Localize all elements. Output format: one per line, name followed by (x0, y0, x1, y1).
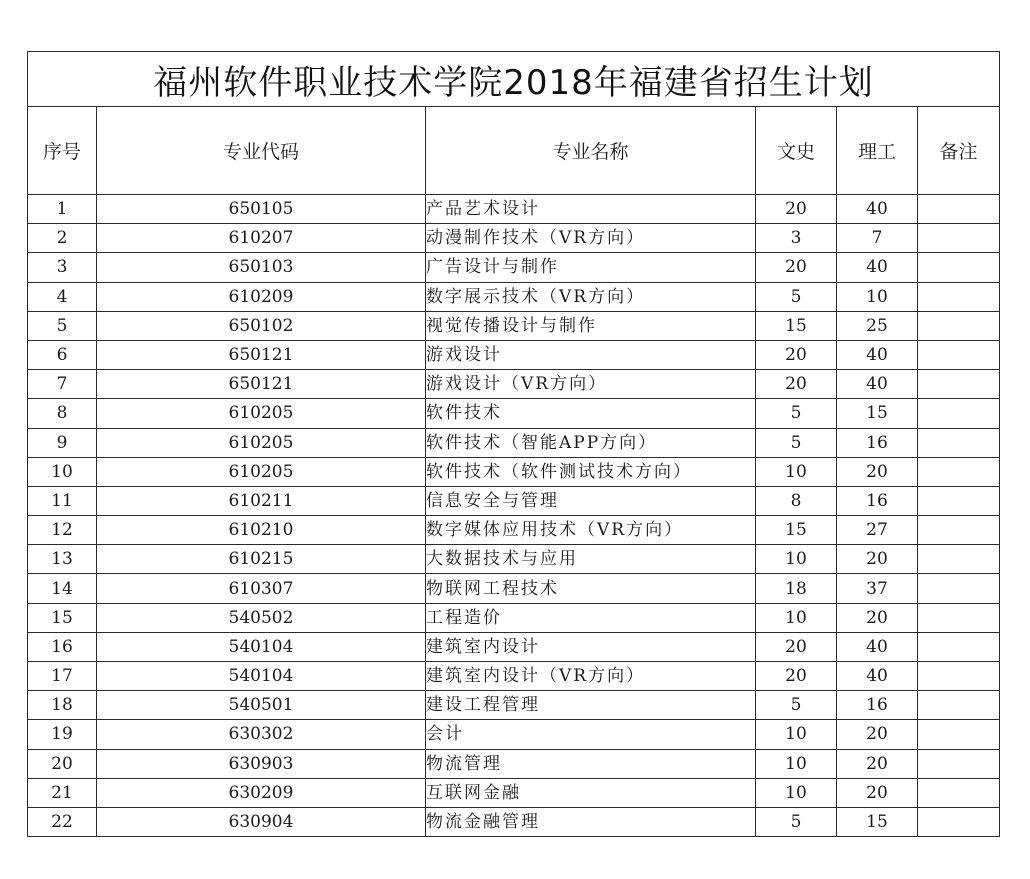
cell-seq: 4 (28, 282, 97, 311)
cell-seq: 6 (28, 340, 97, 369)
cell-major-code: 630903 (97, 749, 426, 778)
page-title: 福州软件职业技术学院2018年福建省招生计划 (28, 52, 1000, 107)
cell-seq: 15 (28, 603, 97, 632)
cell-ligong: 10 (837, 282, 918, 311)
cell-note (918, 632, 1000, 661)
table-row (28, 720, 1000, 749)
table-row (28, 340, 1000, 369)
table-row (28, 778, 1000, 807)
header-major-name: 专业名称 (426, 107, 756, 195)
cell-note (918, 662, 1000, 691)
cell-wenshi: 15 (756, 311, 837, 340)
cell-seq: 10 (28, 457, 97, 486)
cell-major-name: 软件技术 (426, 399, 756, 428)
cell-major-code: 610205 (97, 428, 426, 457)
cell-note (918, 195, 1000, 224)
cell-seq: 11 (28, 486, 97, 515)
cell-seq: 9 (28, 428, 97, 457)
cell-ligong: 40 (837, 370, 918, 399)
table-row (28, 399, 1000, 428)
cell-major-name: 大数据技术与应用 (426, 545, 756, 574)
cell-major-name: 工程造价 (426, 603, 756, 632)
cell-major-code: 650105 (97, 195, 426, 224)
cell-ligong: 40 (837, 253, 918, 282)
cell-seq: 2 (28, 224, 97, 253)
cell-ligong: 16 (837, 428, 918, 457)
table-row (28, 224, 1000, 253)
table-row (28, 428, 1000, 457)
cell-ligong: 20 (837, 603, 918, 632)
cell-major-code: 610209 (97, 282, 426, 311)
cell-ligong: 7 (837, 224, 918, 253)
cell-major-name: 产品艺术设计 (426, 195, 756, 224)
cell-seq: 20 (28, 749, 97, 778)
cell-seq: 7 (28, 370, 97, 399)
cell-ligong: 20 (837, 545, 918, 574)
table-row (28, 282, 1000, 311)
header-ligong: 理工 (837, 107, 918, 195)
cell-major-name: 软件技术（智能APP方向） (426, 428, 756, 457)
cell-major-name: 物流管理 (426, 749, 756, 778)
cell-major-code: 540501 (97, 691, 426, 720)
cell-major-code: 610211 (97, 486, 426, 515)
cell-wenshi: 18 (756, 574, 837, 603)
table-body (28, 195, 1000, 837)
cell-major-name: 游戏设计（VR方向） (426, 370, 756, 399)
cell-major-name: 物流金融管理 (426, 807, 756, 836)
cell-note (918, 516, 1000, 545)
cell-ligong: 16 (837, 691, 918, 720)
header-major-code: 专业代码 (97, 107, 426, 195)
cell-major-code: 610205 (97, 399, 426, 428)
cell-major-code: 610207 (97, 224, 426, 253)
table-row (28, 574, 1000, 603)
cell-major-name: 互联网金融 (426, 778, 756, 807)
cell-seq: 16 (28, 632, 97, 661)
cell-wenshi: 5 (756, 282, 837, 311)
cell-wenshi: 5 (756, 399, 837, 428)
cell-note (918, 253, 1000, 282)
cell-ligong: 15 (837, 399, 918, 428)
cell-major-name: 数字媒体应用技术（VR方向） (426, 516, 756, 545)
cell-wenshi: 10 (756, 720, 837, 749)
table-row (28, 311, 1000, 340)
cell-wenshi: 5 (756, 691, 837, 720)
cell-note (918, 545, 1000, 574)
enrollment-plan-sheet (27, 51, 999, 837)
header-row (28, 107, 1000, 195)
cell-wenshi: 20 (756, 195, 837, 224)
cell-wenshi: 10 (756, 603, 837, 632)
table-row (28, 691, 1000, 720)
cell-wenshi: 5 (756, 807, 837, 836)
cell-note (918, 282, 1000, 311)
cell-seq: 3 (28, 253, 97, 282)
cell-wenshi: 10 (756, 545, 837, 574)
cell-wenshi: 10 (756, 457, 837, 486)
cell-major-code: 540104 (97, 662, 426, 691)
cell-major-code: 610210 (97, 516, 426, 545)
cell-ligong: 15 (837, 807, 918, 836)
cell-major-name: 游戏设计 (426, 340, 756, 369)
cell-major-name: 动漫制作技术（VR方向） (426, 224, 756, 253)
cell-major-name: 建筑室内设计（VR方向） (426, 662, 756, 691)
cell-major-code: 540104 (97, 632, 426, 661)
cell-major-name: 信息安全与管理 (426, 486, 756, 515)
cell-seq: 5 (28, 311, 97, 340)
cell-wenshi: 20 (756, 662, 837, 691)
cell-seq: 21 (28, 778, 97, 807)
cell-note (918, 370, 1000, 399)
cell-seq: 17 (28, 662, 97, 691)
cell-major-code: 610307 (97, 574, 426, 603)
cell-note (918, 691, 1000, 720)
cell-seq: 18 (28, 691, 97, 720)
cell-seq: 13 (28, 545, 97, 574)
cell-note (918, 399, 1000, 428)
cell-ligong: 20 (837, 778, 918, 807)
cell-ligong: 40 (837, 632, 918, 661)
cell-wenshi: 10 (756, 778, 837, 807)
table-row (28, 807, 1000, 836)
cell-wenshi: 3 (756, 224, 837, 253)
cell-major-code: 610215 (97, 545, 426, 574)
cell-seq: 14 (28, 574, 97, 603)
table-row (28, 662, 1000, 691)
cell-major-name: 建筑室内设计 (426, 632, 756, 661)
cell-note (918, 778, 1000, 807)
cell-major-code: 630209 (97, 778, 426, 807)
cell-wenshi: 20 (756, 253, 837, 282)
cell-note (918, 428, 1000, 457)
cell-note (918, 457, 1000, 486)
cell-major-code: 650102 (97, 311, 426, 340)
cell-ligong: 40 (837, 662, 918, 691)
cell-major-name: 软件技术（软件测试技术方向） (426, 457, 756, 486)
cell-wenshi: 15 (756, 516, 837, 545)
cell-note (918, 486, 1000, 515)
cell-wenshi: 10 (756, 749, 837, 778)
cell-ligong: 20 (837, 749, 918, 778)
cell-major-code: 650121 (97, 340, 426, 369)
table-row (28, 603, 1000, 632)
cell-seq: 1 (28, 195, 97, 224)
cell-ligong: 25 (837, 311, 918, 340)
table-row (28, 253, 1000, 282)
cell-seq: 19 (28, 720, 97, 749)
cell-major-code: 540502 (97, 603, 426, 632)
table-row (28, 486, 1000, 515)
enrollment-plan-table (27, 51, 1000, 837)
cell-wenshi: 5 (756, 428, 837, 457)
cell-major-name: 物联网工程技术 (426, 574, 756, 603)
cell-seq: 22 (28, 807, 97, 836)
cell-major-name: 广告设计与制作 (426, 253, 756, 282)
cell-major-code: 650121 (97, 370, 426, 399)
cell-major-name: 会计 (426, 720, 756, 749)
cell-ligong: 20 (837, 457, 918, 486)
cell-ligong: 37 (837, 574, 918, 603)
cell-ligong: 40 (837, 340, 918, 369)
header-seq: 序号 (28, 107, 97, 195)
table-row (28, 749, 1000, 778)
cell-note (918, 311, 1000, 340)
cell-major-code: 630302 (97, 720, 426, 749)
cell-note (918, 749, 1000, 778)
cell-major-name: 数字展示技术（VR方向） (426, 282, 756, 311)
cell-ligong: 20 (837, 720, 918, 749)
cell-note (918, 720, 1000, 749)
cell-note (918, 340, 1000, 369)
table-row (28, 632, 1000, 661)
cell-seq: 12 (28, 516, 97, 545)
cell-ligong: 27 (837, 516, 918, 545)
cell-wenshi: 8 (756, 486, 837, 515)
cell-wenshi: 20 (756, 370, 837, 399)
cell-ligong: 16 (837, 486, 918, 515)
cell-note (918, 574, 1000, 603)
header-note: 备注 (918, 107, 1000, 195)
cell-major-code: 610205 (97, 457, 426, 486)
cell-note (918, 603, 1000, 632)
table-row (28, 457, 1000, 486)
table-row (28, 545, 1000, 574)
cell-major-name: 建设工程管理 (426, 691, 756, 720)
table-row (28, 370, 1000, 399)
cell-ligong: 40 (837, 195, 918, 224)
cell-major-code: 630904 (97, 807, 426, 836)
cell-wenshi: 20 (756, 632, 837, 661)
cell-major-code: 650103 (97, 253, 426, 282)
cell-note (918, 807, 1000, 836)
table-row (28, 195, 1000, 224)
cell-major-name: 视觉传播设计与制作 (426, 311, 756, 340)
cell-wenshi: 20 (756, 340, 837, 369)
cell-note (918, 224, 1000, 253)
table-row (28, 516, 1000, 545)
cell-seq: 8 (28, 399, 97, 428)
header-wenshi: 文史 (756, 107, 837, 195)
